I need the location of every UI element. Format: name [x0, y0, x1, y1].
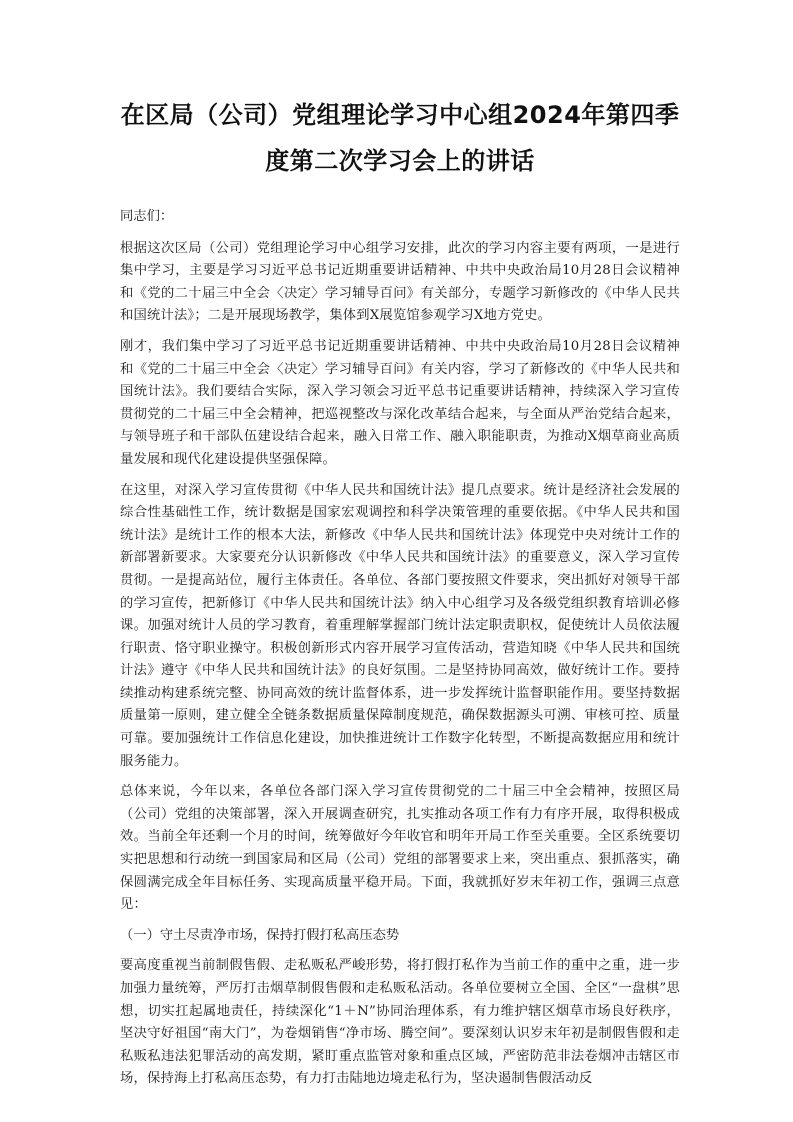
paragraph-3: 在这里，对深入学习宣传贯彻《中华人民共和国统计法》提几点要求。统计是经济社会发展的综合性基础性工作，统计数据是国家宏观调控和科学决策管理的重要依据。《中华人民共和国统计法》是统计工作的根本大法，新修改《中华人民共和国统计法》体现党中央对统计工作的新部署新要求。大家要充分认识新修改《中华人民共和国统计法》的重要意义，深入学习宣传贯彻。一是提高站位，履行主体责任。各单位、各部门要按照文件要求，突出抓好对领导干部的学习宣传，把新修订《中华人民共和国统计法》纳入中心组学习及各级党组织教育培训必修课。加强对统计人员的学习教育，着重理解掌握部门统计法定职责职权，促使统计人员依法履行职责、恪守职业操守。积极创新形式内容开展学习宣传活动，营造知晓《中华人民共和国统计法》遵守《中华人民共和国统计法》的良好氛围。二是坚持协同高效，做好统计工作。要持续推动构建系统完整、协同高效的统计监督体系，进一步发挥统计监督职能作用。要坚持数据质量第一原则，建立健全全链条数据质量保障制度规范，确保数据源头可溯、审核可控、质量可靠。要加强统计工作信息化建设，加快推进统计工作数字化转型，不断提高数据应用和统计服务能力。: [120, 482, 680, 769]
section-heading-1: （一）守土尽责净市场，保持打假打私高压态势: [120, 927, 400, 943]
paragraph-2: 刚才，我们集中学习了习近平总书记近期重要讲话精神、中共中央政治局10月28日会议精神和《党的二十届三中全会〈决定〉学习辅导百问》有关内容，学习了新修改的《中华人民共和国统计法》。我们要结合实际，深入学习领会习近平总书记重要讲话精神，持续深入学习宣传贯彻党的二十届三中全会精神，把巡视整改与深化改革结合起来，与全面从严治党结合起来，与领导班子和干部队伍建设结合起来，融入日常工作、融入职能职责，为推动X烟草商业高质量发展和现代化建设提供坚强保障。: [120, 338, 680, 467]
title-line-1: 在区局（公司）党组理论学习中心组2024年第四季: [120, 101, 680, 129]
document-title: [120, 92, 680, 184]
paragraph-1: 根据这次区局（公司）党组理论学习中心组学习安排，此次的学习内容主要有两项，一是进行集中学习，主要是学习习近平总书记近期重要讲话精神、中共中央政治局10月28日会议精神和《党的二十届三中全会〈决定〉学习辅导百问》有关部分，专题学习新修改的《中华人民共和国统计法》；二是开展现场教学，集体到X展览馆参观学习X地方党史。: [120, 240, 680, 324]
title-line-2: 度第二次学习会上的讲话: [265, 147, 535, 175]
greeting: 同志们：: [120, 209, 174, 224]
paragraph-5: 要高度重视当前制假售假、走私贩私严峻形势，将打假打私作为当前工作的重中之重，进一步加强力量统筹，严厉打击烟草制假售假和走私贩私活动。各单位要树立全国、全区“一盘棋”思想，切实扛起属地责任，持续深化“1＋N”协同治理体系，有力维护辖区烟草市场良好秩序，坚决守好祖国“南大门”，为卷烟销售“净市场、腾空间”。要深刻认识岁末年初是制假售假和走私贩私违法犯罪活动的高发期，紧盯重点监管对象和重点区域，严密防范非法卷烟冲击辖区市场，保持海上打私高压态势，有力打击陆地边境走私行为，坚决遏制售假活动反: [120, 958, 680, 1087]
document-page: [120, 92, 680, 1099]
paragraph-4: 总体来说，今年以来，各单位各部门深入学习宣传贯彻党的二十届三中全会精神，按照区局（公司）党组的决策部署，深入开展调查研究，扎实推动各项工作有力有序开展，取得积极成效。当前全年还剩一个月的时间，统筹做好今年收官和明年开局工作至关重要。全区系统要切实把思想和行动统一到国家局和区局（公司）党组的部署要求上来，突出重点、狠抓落实，确保圆满完成全年目标任务、实现高质量平稳开局。下面，我就抓好岁末年初工作，强调三点意见：: [120, 784, 680, 913]
